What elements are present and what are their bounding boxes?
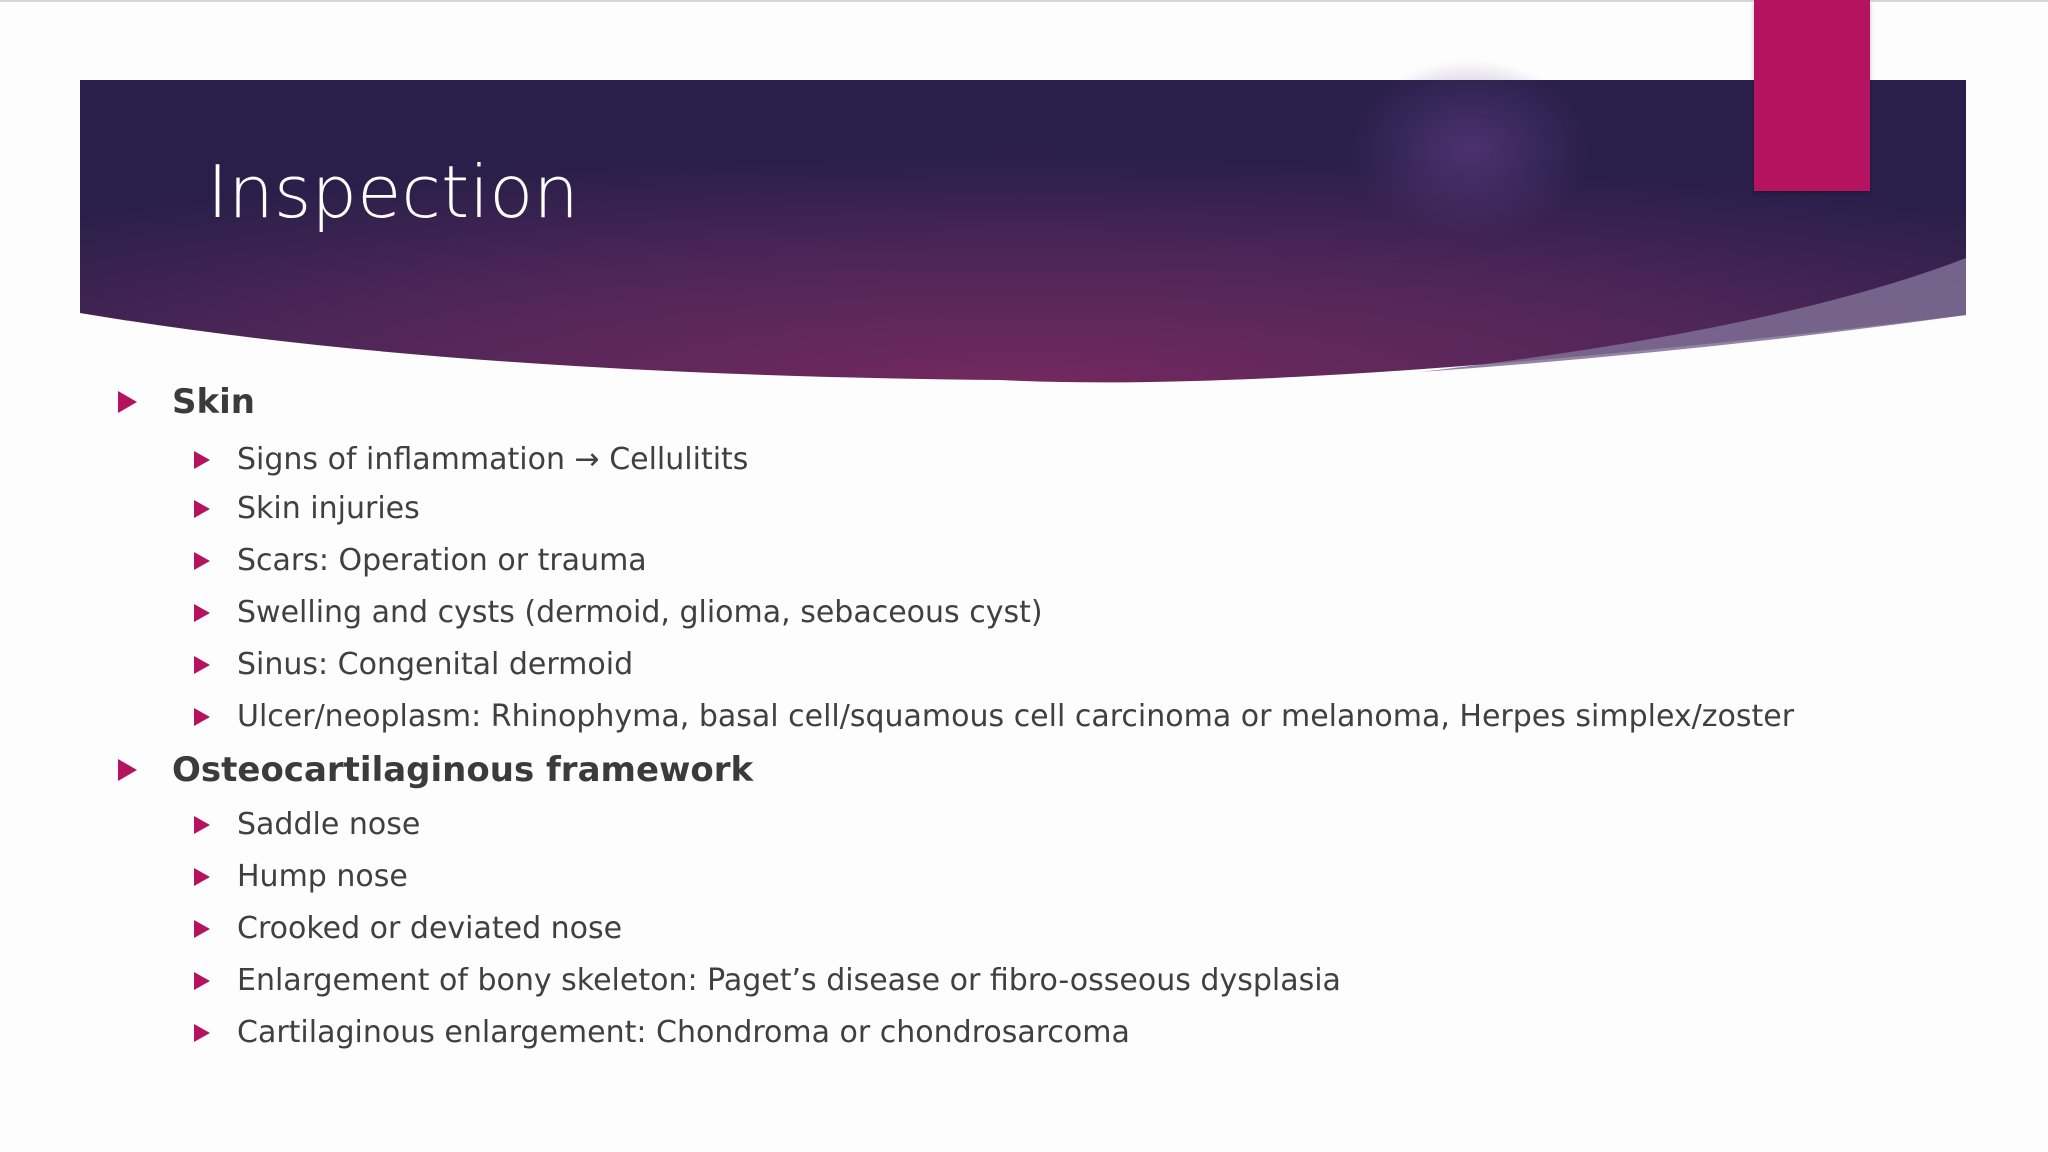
bullet-heading-skin	[118, 382, 255, 422]
list-item	[194, 963, 1341, 998]
list-item	[194, 699, 1794, 734]
list-item	[194, 859, 408, 894]
heading-text: Osteocartilaginous framework	[172, 750, 754, 790]
list-item-text: Crooked or deviated nose	[237, 911, 623, 946]
list-item	[194, 1015, 1130, 1050]
heading-text: Skin	[172, 382, 255, 422]
list-item-text: Signs of inflammation → Cellulitits	[237, 442, 749, 477]
list-item-text: Swelling and cysts (dermoid, glioma, sebaceous cyst)	[237, 595, 1043, 630]
list-item-text: Sinus: Congenital dermoid	[237, 647, 634, 682]
triangle-bullet-icon	[118, 759, 137, 781]
triangle-bullet-icon	[194, 500, 210, 518]
triangle-bullet-icon	[194, 816, 210, 834]
list-item-text: Cartilaginous enlargement: Chondroma or chondrosarcoma	[237, 1015, 1130, 1050]
list-item	[194, 543, 647, 578]
triangle-bullet-icon	[194, 868, 210, 886]
list-item-text: Hump nose	[237, 859, 408, 894]
triangle-bullet-icon	[194, 604, 210, 622]
bullet-heading-osteocartilaginous	[118, 750, 753, 790]
slide-title: Inspection	[207, 150, 579, 234]
list-item	[194, 595, 1043, 630]
triangle-bullet-icon	[194, 451, 210, 469]
list-item-text: Scars: Operation or trauma	[237, 543, 647, 578]
list-item	[194, 807, 420, 842]
triangle-bullet-icon	[194, 1024, 210, 1042]
triangle-bullet-icon	[194, 708, 210, 726]
list-item	[194, 442, 748, 477]
list-item-text: Enlargement of bony skeleton: Paget’s disease or fibro-osseous dysplasia	[237, 963, 1341, 998]
triangle-bullet-icon	[194, 972, 210, 990]
list-item	[194, 647, 633, 682]
list-item-text: Saddle nose	[237, 807, 421, 842]
triangle-bullet-icon	[194, 920, 210, 938]
triangle-bullet-icon	[118, 391, 137, 413]
list-item-text: Skin injuries	[237, 491, 420, 526]
list-item	[194, 911, 622, 946]
list-item	[194, 491, 420, 526]
triangle-bullet-icon	[194, 552, 210, 570]
triangle-bullet-icon	[194, 656, 210, 674]
list-item-text: Ulcer/neoplasm: Rhinophyma, basal cell/squamous cell carcinoma or melanoma, Herpes simplex/zoster	[237, 699, 1795, 734]
